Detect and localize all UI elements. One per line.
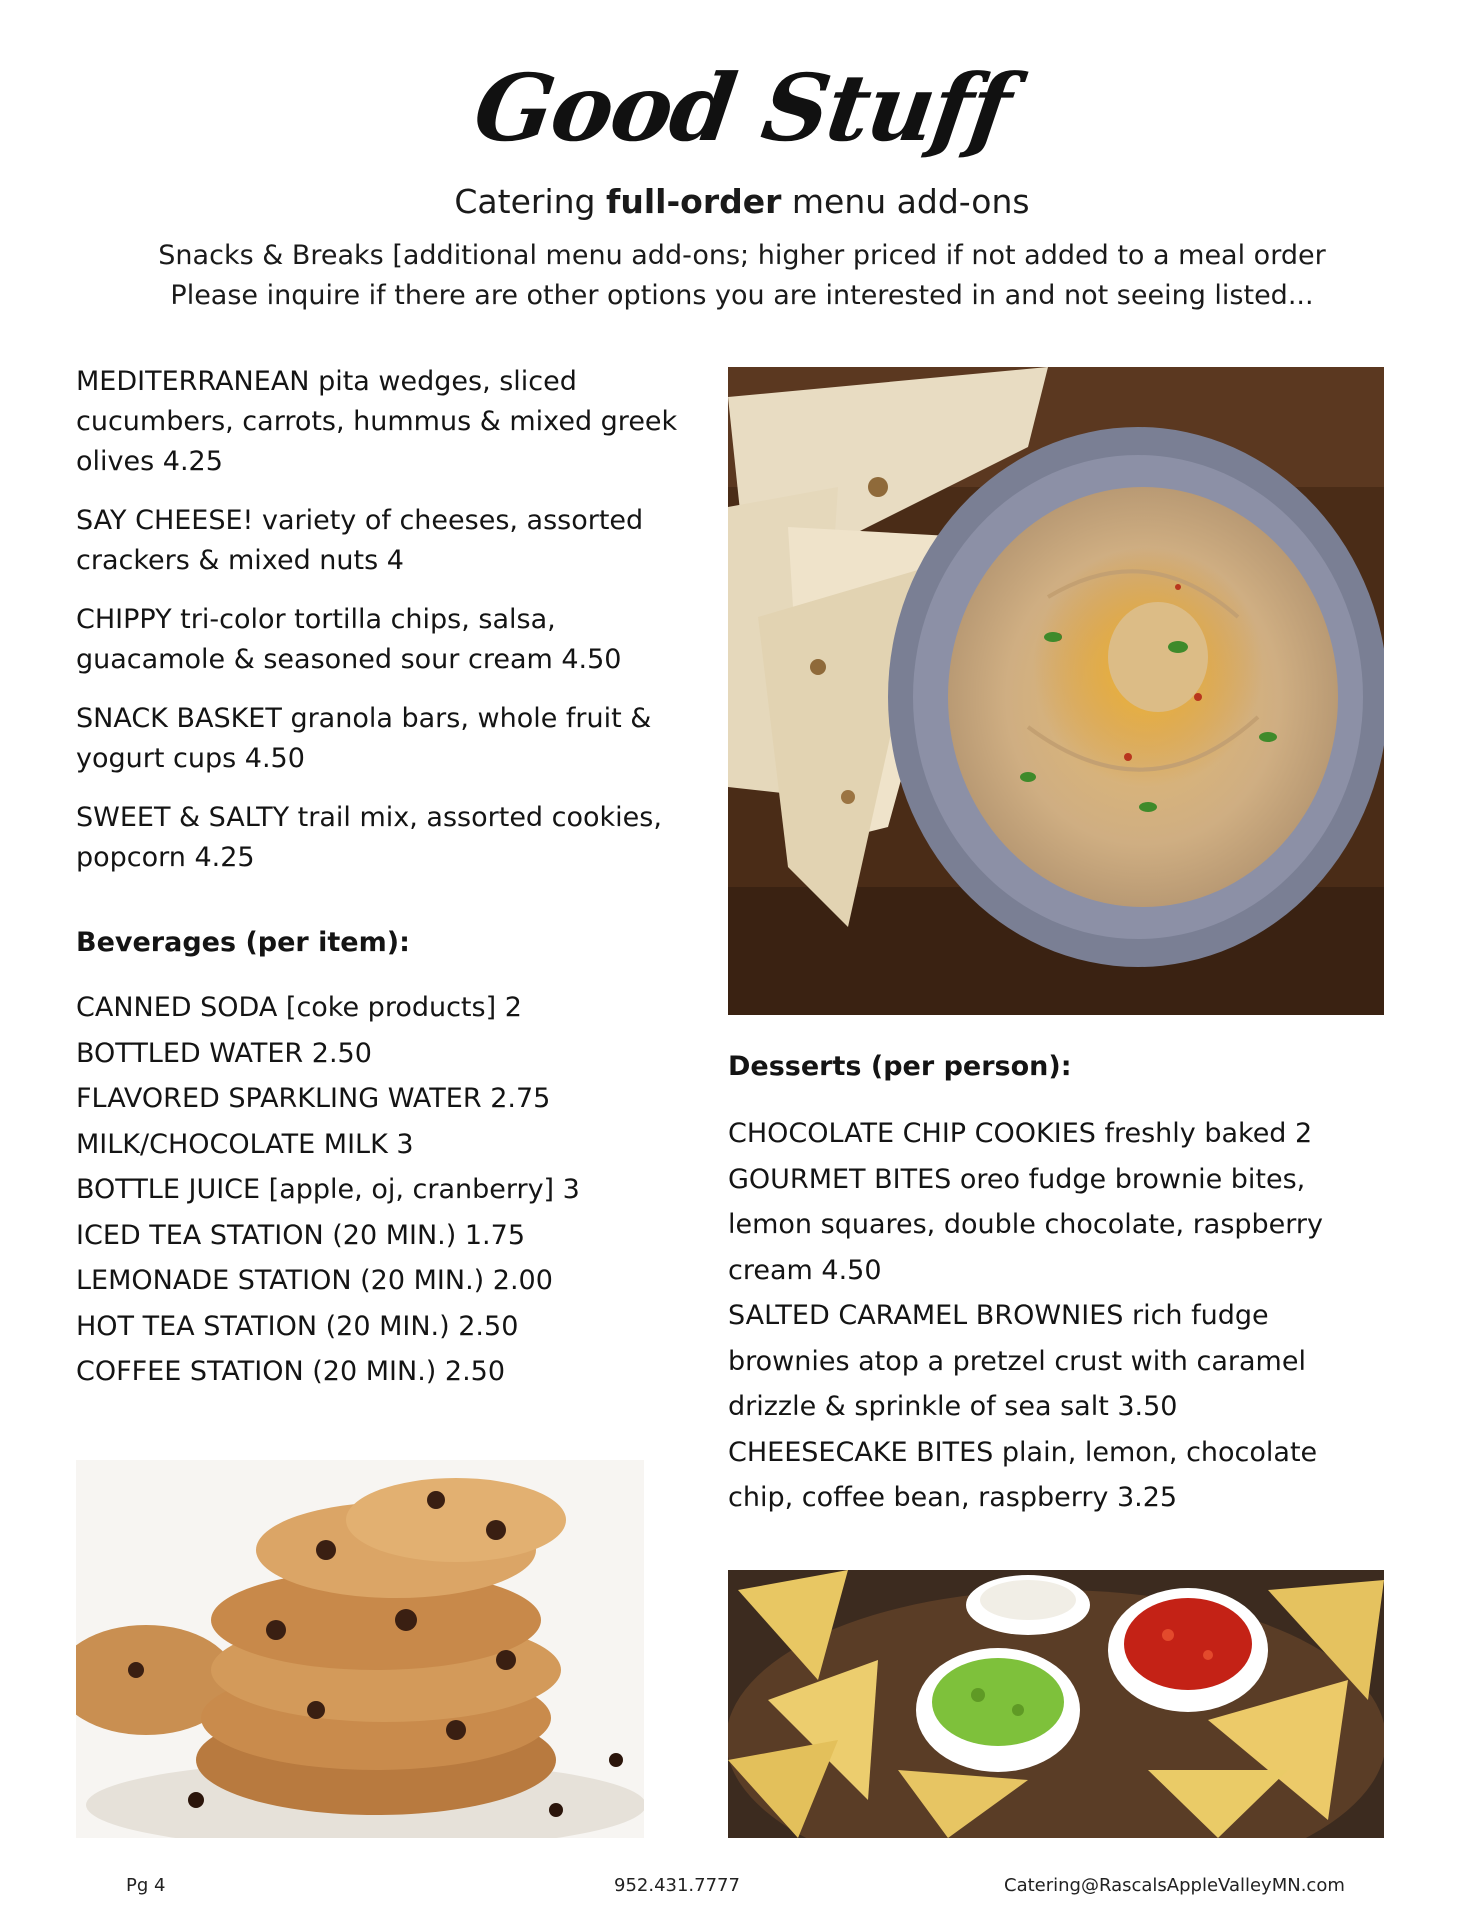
snack-item: SAY CHEESE! variety of cheeses, assorted crackers & mixed nuts 4: [76, 505, 644, 576]
chips-dips-photo: [728, 1570, 1384, 1838]
beverage-item: BOTTLE JUICE [apple, oj, cranberry] 3: [76, 1174, 580, 1205]
dessert-item: GOURMET BITES oreo fudge brownie bites, lemon squares, double chocolate, raspberry cream 4.50: [728, 1163, 1324, 1286]
intro-line-2: Please inquire if there are other options you are interested in and not seeing listed...: [170, 280, 1314, 311]
beverages-heading: Beverages (per item):: [76, 927, 410, 958]
snack-item: CHIPPY tri-color tortilla chips, salsa, guacamole & seasoned sour cream 4.50: [76, 604, 622, 675]
beverage-item: COFFEE STATION (20 MIN.) 2.50: [76, 1356, 506, 1387]
dessert-item: CHEESECAKE BITES plain, lemon, chocolate chip, coffee bean, raspberry 3.25: [728, 1436, 1318, 1513]
dessert-item: CHOCOLATE CHIP COOKIES freshly baked 2: [728, 1118, 1313, 1149]
subtitle-bold: full-order: [605, 182, 782, 221]
snack-item: SWEET & SALTY trail mix, assorted cookies, popcorn 4.25: [76, 802, 662, 873]
footer-email: Catering@RascalsAppleValleyMN.com: [1004, 1875, 1345, 1896]
beverage-item: LEMONADE STATION (20 MIN.) 2.00: [76, 1265, 553, 1296]
beverage-item: ICED TEA STATION (20 MIN.) 1.75: [76, 1219, 525, 1251]
left-column: [76, 362, 696, 1395]
footer-page-number: Pg 4: [126, 1875, 166, 1896]
right-column: [728, 1047, 1368, 1521]
beverage-item: HOT TEA STATION (20 MIN.) 2.50: [76, 1310, 519, 1342]
snack-item: MEDITERRANEAN pita wedges, sliced cucumbers, carrots, hummus & mixed greek olives 4.25: [76, 366, 678, 477]
beverage-item: BOTTLED WATER 2.50: [76, 1037, 372, 1069]
subtitle-post: menu add-ons: [781, 182, 1030, 221]
page-title: Good Stuff: [468, 54, 1016, 162]
dessert-item: SALTED CARAMEL BROWNIES rich fudge brownies atop a pretzel crust with caramel drizzle & sprinkle of sea salt 3.50: [728, 1300, 1306, 1422]
beverage-item: CANNED SODA [coke products] 2: [76, 992, 522, 1023]
intro-text: [0, 236, 1484, 316]
beverage-item: MILK/CHOCOLATE MILK 3: [76, 1128, 414, 1160]
footer-phone: 952.431.7777: [614, 1875, 740, 1896]
snack-item: SNACK BASKET granola bars, whole fruit & yogurt cups 4.50: [76, 703, 652, 774]
subtitle-pre: Catering: [454, 182, 606, 221]
beverage-item: FLAVORED SPARKLING WATER 2.75: [76, 1083, 551, 1114]
page-subtitle: [0, 182, 1484, 222]
desserts-heading: Desserts (per person):: [728, 1051, 1072, 1082]
hummus-photo: [728, 367, 1384, 1015]
intro-line-1: Snacks & Breaks [additional menu add-ons; higher priced if not added to a meal order: [158, 240, 1326, 271]
cookies-photo: [76, 1460, 644, 1838]
